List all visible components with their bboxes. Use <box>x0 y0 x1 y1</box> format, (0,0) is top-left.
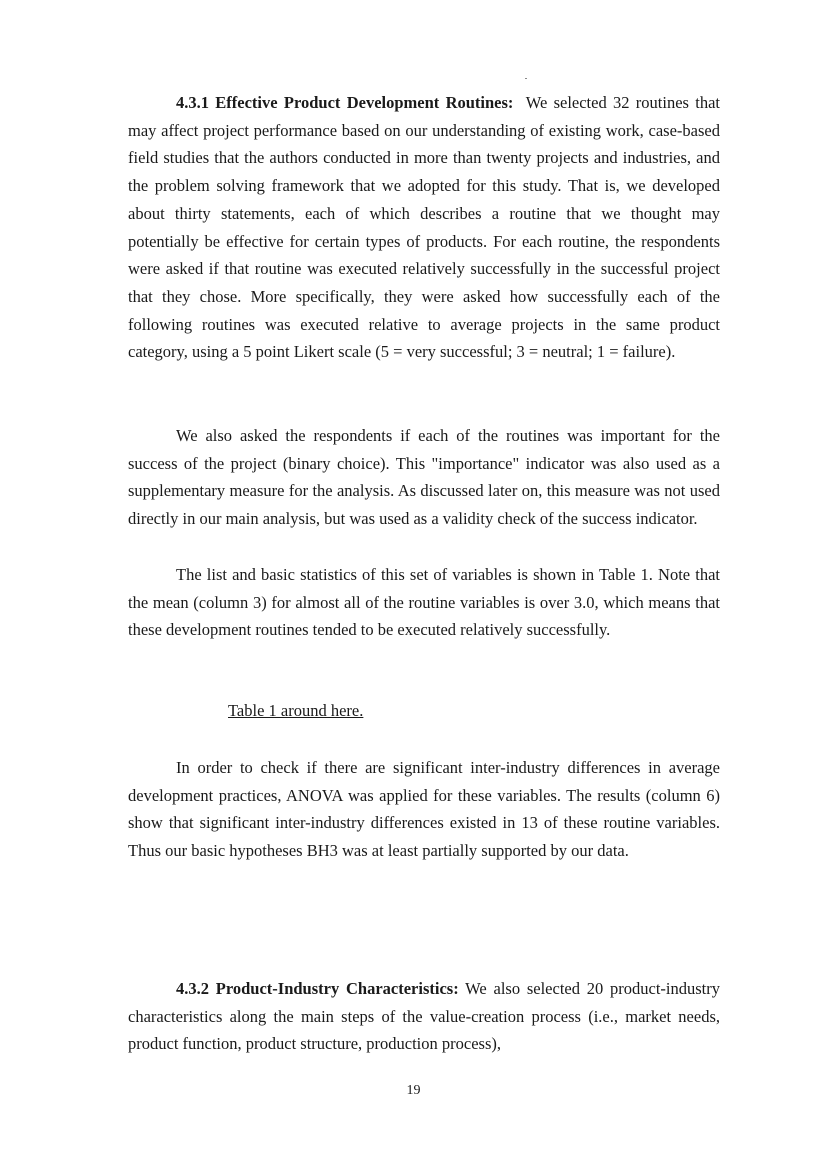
section-4-3-2-text-1: We also selected 20 product-industry characteristics along the main steps of the value-creation process (i.e., market needs, product function, product structure, production process), <box>128 979 720 1054</box>
section-4-3-1-paragraph-1 <box>128 89 720 366</box>
scan-speck <box>525 78 527 79</box>
section-4-3-2-paragraph-1 <box>128 975 720 1058</box>
section-4-3-1-paragraph-3: The list and basic statistics of this set of variables is shown in Table 1. Note that the mean (column 3) for almost all of the routine variables is over 3.0, which means that these development routines tended to be executed relatively successfully. <box>128 565 720 640</box>
table-placement-note: Table 1 around here. <box>228 701 364 720</box>
section-4-3-2-heading: 4.3.2 Product-Industry Characteristics: <box>176 979 459 998</box>
section-4-3-1-text-1: We selected 32 routines that may affect project performance based on our understanding of existing work, case-based field studies that the authors conducted in more than twenty projects and industries, and the problem solving framework that we adopted for this study. That is, we developed about thirty statements, each of which describes a routine that we thought may potentially be effective for certain types of products. For each routine, the respondents were asked if that routine was executed relatively successfully in the successful project that they chose. More specifically, they were asked how successfully each of the following routines was executed relative to average projects in the same product category, using a 5 point Likert scale (5 = very successful; 3 = neutral; 1 = failure). <box>128 93 720 362</box>
page-number: 19 <box>406 1083 421 1098</box>
section-4-3-1-paragraph-2: We also asked the respondents if each of the routines was important for the success of the project (binary choice). This "importance" indicator was also used as a supplementary measure for the analysis. As discussed later on, this measure was not used directly in our main analysis, but was used as a validity check of the success indicator. <box>128 426 720 529</box>
section-4-3-1-paragraph-4: In order to check if there are significant inter-industry differences in average development practices, ANOVA was applied for these variables. The results (column 6) show that significant inter-industry differences existed in 13 of these routine variables. Thus our basic hypotheses BH3 was at least partially supported by our data. <box>128 758 720 861</box>
section-4-3-1-heading: 4.3.1 Effective Product Development Routines: <box>176 93 514 112</box>
